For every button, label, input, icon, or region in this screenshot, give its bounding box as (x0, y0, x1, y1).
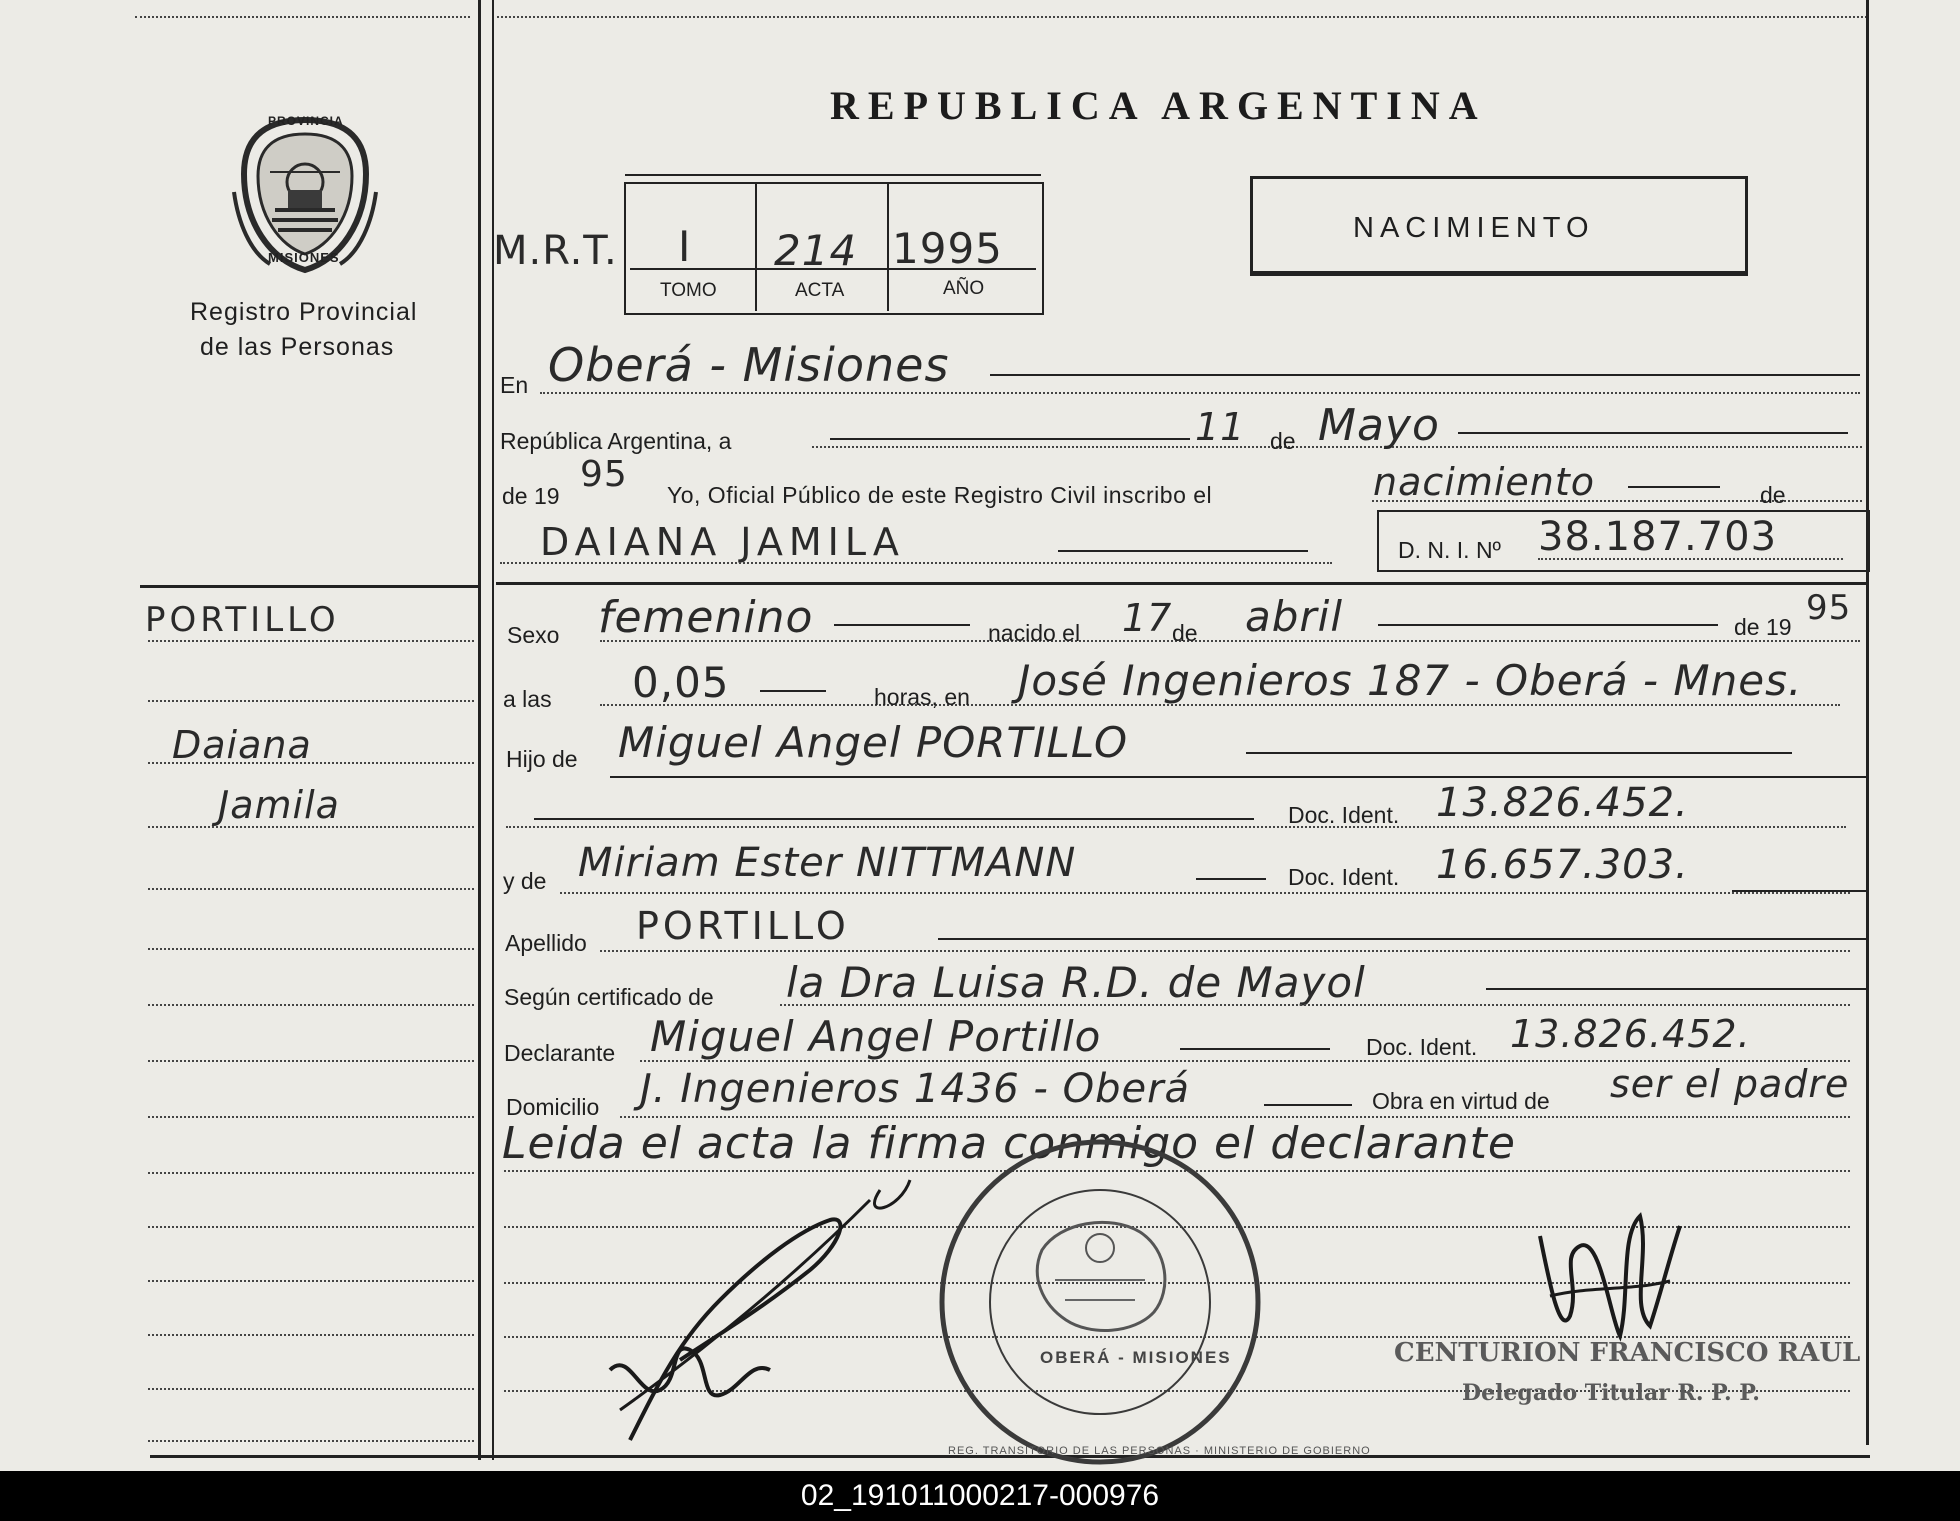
hora-fill-line (760, 690, 826, 692)
place-value: José Ingenieros 187 - Oberá - Mnes. (1018, 656, 1803, 705)
father-underline (610, 776, 1866, 778)
father-doc-fill-line (534, 818, 1254, 820)
inscribe-dotted-line (1372, 500, 1862, 502)
sexo-dotted-line (600, 640, 1860, 642)
margin-second-name: Jamila (218, 783, 340, 827)
father-doc-dotted-line (506, 826, 1846, 828)
hora-value: 0,05 (632, 658, 730, 707)
obra-label: Obra en virtud de (1372, 1088, 1550, 1114)
signatory-name: CENTURION FRANCISCO RAUL (1394, 1338, 1861, 1368)
certificado-label: Según certificado de (504, 984, 714, 1010)
anio-value: 1995 (892, 224, 1003, 273)
de-label-1: de (1270, 428, 1296, 454)
hijo-label: Hijo de (506, 746, 578, 772)
register-table-sep1 (755, 184, 757, 311)
margin-dotted-line (148, 948, 474, 950)
certificado-dotted-line (780, 1004, 1850, 1006)
margin-dotted-line (148, 1388, 474, 1390)
tomo-value: I (678, 222, 692, 271)
margin-dotted-line (148, 1004, 474, 1006)
year-prefix: de 19 (502, 483, 560, 509)
signatory-title: Delegado Titular R. P. P. (1462, 1380, 1760, 1406)
dni-value: 38.187.703 (1538, 514, 1778, 560)
apellido-dotted-line (600, 950, 1850, 952)
oficial-text: Yo, Oficial Público de este Registro Civil inscribo el (667, 482, 1213, 508)
certificado-value: la Dra Luisa R.D. de Mayol (786, 958, 1366, 1007)
declarante-fill-line (1180, 1048, 1330, 1050)
birth-year-prefix: de 19 (1734, 614, 1792, 640)
fecha-fill-line-2 (1458, 432, 1848, 434)
declarante-label: Declarante (504, 1040, 616, 1066)
stamp-inner-text: OBERÁ - MISIONES (1040, 1348, 1232, 1367)
birth-year: 95 (1806, 588, 1852, 628)
person-name: DAIANA JAMILA (540, 520, 905, 564)
sexo-label: Sexo (507, 622, 560, 648)
father-fill-line (1246, 752, 1792, 754)
mother-fill-line (1196, 878, 1266, 880)
top-dotted-rule-right (497, 16, 1867, 18)
inscribe-fill-line (1628, 486, 1720, 488)
margin-dotted-line (148, 1116, 474, 1118)
closing-statement: Leida el acta la firma conmigo el declarante (502, 1118, 1516, 1169)
fecha-fill-line-1 (830, 438, 1190, 440)
acta-label: ACTA (795, 280, 845, 301)
name-fill-line (1058, 550, 1308, 552)
margin-dotted-line (148, 700, 474, 702)
birth-day: 17 (1122, 596, 1173, 640)
left-column-divider (478, 0, 481, 1460)
obra-value: ser el padre (1610, 1062, 1850, 1106)
margin-dotted-line (148, 888, 474, 890)
section-divider (496, 582, 1868, 585)
acta-value: 214 (774, 226, 858, 275)
seal-top-text: PROVINCIA (268, 114, 344, 128)
en-fill-line (990, 374, 1860, 376)
domicilio-fill-line (1264, 1104, 1352, 1106)
image-caption: 02_191011000217-000976 (0, 1471, 1960, 1521)
registry-name-line1: Registro Provincial (190, 298, 418, 326)
margin-dotted-line (148, 1226, 474, 1228)
margin-first-name: Daiana (172, 723, 312, 767)
declarante-value: Miguel Angel Portillo (650, 1012, 1102, 1061)
declarante-doc-label: Doc. Ident. (1366, 1034, 1478, 1060)
country-title: REPUBLICA ARGENTINA (830, 83, 1487, 128)
father-doc: 13.826.452. (1436, 780, 1689, 826)
margin-top-rule (140, 585, 478, 588)
mrt-label: M.R.T. (493, 228, 618, 274)
register-table-sep2 (887, 184, 889, 311)
top-dotted-rule-left (135, 16, 470, 18)
record-type: NACIMIENTO (1353, 212, 1595, 244)
sexo-value: femenino (598, 592, 814, 643)
official-signature (1520, 1196, 1700, 1356)
sexo-fill-line (834, 624, 970, 626)
mother-doc-fill-line (1732, 890, 1866, 892)
hora-label: a las (503, 686, 552, 712)
mother-dotted-line (560, 892, 1850, 894)
en-label: En (500, 372, 529, 398)
mother-value: Miriam Ester NITTMANN (578, 840, 1077, 886)
apellido-fill-line (938, 938, 1866, 940)
mother-label: y de (503, 868, 547, 894)
name-dotted-line (500, 562, 1332, 564)
register-table-top-short (625, 174, 1041, 176)
margin-surname: PORTILLO (145, 600, 340, 640)
page-right-edge (1866, 0, 1869, 1445)
dni-label: D. N. I. Nº (1398, 537, 1501, 563)
birth-month: abril (1245, 592, 1344, 641)
horas-en-label: horas, en (874, 684, 970, 710)
mother-doc-label: Doc. Ident. (1288, 864, 1400, 890)
right-column-divider (492, 0, 494, 1460)
domicilio-label: Domicilio (506, 1094, 600, 1120)
seal-bottom-text: MISIONES (268, 250, 340, 265)
birth-fill-line (1378, 624, 1718, 626)
margin-dotted-line (148, 1060, 474, 1062)
month-value: Mayo (1318, 400, 1440, 451)
stamp-circle-text: REG. TRANSITORIO DE LAS PERSONAS · MINISTERIO DE GOBIERNO (948, 1445, 1371, 1457)
father-value: Miguel Angel PORTILLO (618, 718, 1129, 767)
registry-name-line2: de las Personas (200, 333, 395, 361)
de-label-3: de (1172, 620, 1198, 646)
day-value: 11 (1195, 405, 1246, 449)
dni-dotted-line (1538, 558, 1843, 560)
en-dotted-line (540, 392, 1860, 394)
margin-dotted-line (148, 1440, 474, 1442)
tomo-label: TOMO (660, 280, 717, 301)
margin-dotted-line (148, 640, 474, 642)
republica-label: República Argentina, a (500, 428, 732, 454)
apellido-label: Apellido (505, 930, 587, 956)
father-doc-label: Doc. Ident. (1288, 802, 1400, 828)
de-label-2: de (1760, 482, 1786, 508)
en-value: Oberá - Misiones (548, 338, 950, 392)
domicilio-value: J. Ingenieros 1436 - Oberá (640, 1066, 1191, 1112)
official-stamp (930, 1130, 1371, 1470)
year-value: 95 (580, 454, 628, 495)
apellido-value: PORTILLO (636, 904, 850, 948)
anio-label: AÑO (943, 278, 985, 299)
nacido-label: nacido el (988, 620, 1081, 646)
declarant-signature (600, 1160, 940, 1460)
margin-dotted-line (148, 1172, 474, 1174)
declarante-doc: 13.826.452. (1510, 1012, 1751, 1056)
inscribe-value: nacimiento (1373, 460, 1596, 504)
mother-doc: 16.657.303. (1436, 842, 1689, 888)
margin-dotted-line (148, 1280, 474, 1282)
margin-dotted-line (148, 1334, 474, 1336)
certificado-fill-line (1486, 988, 1866, 990)
